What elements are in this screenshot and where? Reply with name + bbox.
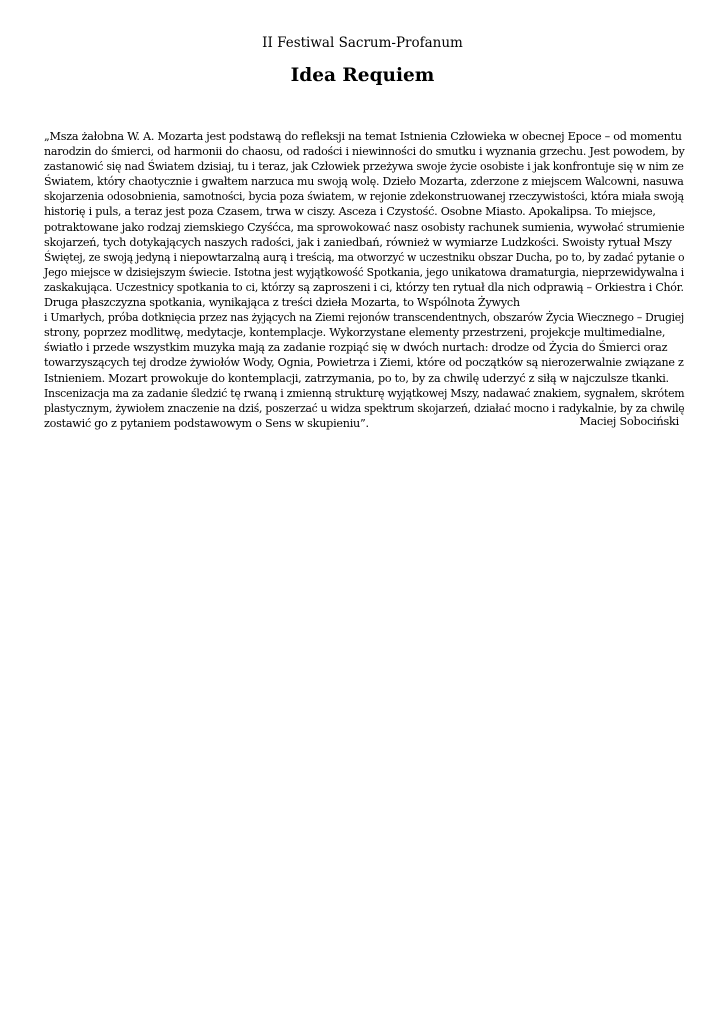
text-line: zostawić go z pytaniem podstawowym o Sens w skupieniu”. (44, 416, 369, 430)
text-line: narodzin do śmierci, od harmonii do chaosu, od radości i niewinności do smutku i wyznania grzechu. Jest powodem, by (44, 145, 685, 159)
text-line: i Umarłych, próba dotknięcia przez nas żyjących na Ziemi rejonów transcendentnych, obszarów Życia Wiecznego – Drugiej (44, 311, 684, 325)
text-line: zaskakująca. Uczestnicy spotkania to ci, którzy są zaproszeni i ci, którzy ten rytuał dla nich odprawią – Orkiestra i Chór. (44, 280, 684, 294)
festival-name: II Festiwal Sacrum-Profanum (262, 35, 463, 51)
author-signature: Maciej Sobociński (579, 415, 679, 428)
text-line: skojarzeń, tych dotykających naszych radości, jak i zaniedbań, również w wymiarze Ludzkości. Swoisty rytuał Mszy (44, 235, 672, 249)
text-line: zastanowić się nad Światem dzisiaj, tu i teraz, jak Człowiek przeżywa swoje życie osobiste i jak konfrontuje się w nim ze (44, 160, 684, 174)
text-line: Druga płaszczyzna spotkania, wynikająca z treści dzieła Mozarta, to Wspólnota Żywych (44, 296, 520, 310)
text-line: Inscenizacja ma za zadanie śledzić tę rwaną i zmienną strukturę wyjątkowej Mszy, nadawać znakiem, sygnałem, skrótem (44, 386, 685, 400)
body-paragraph (44, 129, 684, 431)
text-line: potraktowane jako rodzaj ziemskiego Czyśćca, ma sprowokować nasz osobisty rachunek sumienia, wywołać strumienie (44, 220, 685, 234)
page-title: Idea Requiem (290, 65, 435, 86)
text-line: „Msza żałobna W. A. Mozarta jest podstawą do refleksji na temat Istnienia Człowieka w obecnej Epoce – od momentu (44, 130, 682, 143)
text-line: światło i przede wszystkim muzyka mają za zadanie rozpiąć się w dwóch nurtach: drodze od Życia do Śmierci oraz (44, 341, 668, 355)
text-line: skojarzenia odosobnienia, samotności, bycia poza światem, w rejonie zdekonstruowanej rzeczywistości, która miała swoją (44, 190, 684, 204)
text-line: plastycznym, żywiołem znaczenie na dziś, poszerzać u widza spektrum skojarzeń, działać mocno i radykalnie, by za chwilę (44, 401, 685, 415)
text-line: historię i puls, a teraz jest poza Czasem, trwa w ciszy. Asceza i Czystość. Osobne Miasto. Apokalipsa. To miejsce, (44, 205, 656, 219)
text-line: Świętej, ze swoją jedyną i niepowtarzalną aurą i treścią, ma otworzyć w uczestniku obszar Ducha, po to, by zadać pytanie o (44, 250, 685, 264)
text-line: Istnieniem. Mozart prowokuje do kontemplacji, zatrzymania, po to, by za chwilę uderzyć z siłą w najczulsze tkanki. (44, 371, 669, 385)
text-line: towarzyszących tej drodze żywiołów Wody, Ognia, Powietrza i Ziemi, które od początków są nierozerwalnie związane z (44, 356, 684, 370)
text-line: strony, poprzez modlitwę, medytacje, kontemplacje. Wykorzystane elementy przestrzeni, projekcje multimedialne, (44, 326, 666, 340)
text-line: Światem, który chaotycznie i gwałtem narzuca mu swoją wolę. Dzieło Mozarta, zderzone z miejscem Walcowni, nasuwa (44, 175, 684, 189)
text-line: Jego miejsce w dzisiejszym świecie. Istotna jest wyjątkowość Spotkania, jego unikatowa dramaturgia, nieprzewidywalna i (44, 265, 685, 279)
